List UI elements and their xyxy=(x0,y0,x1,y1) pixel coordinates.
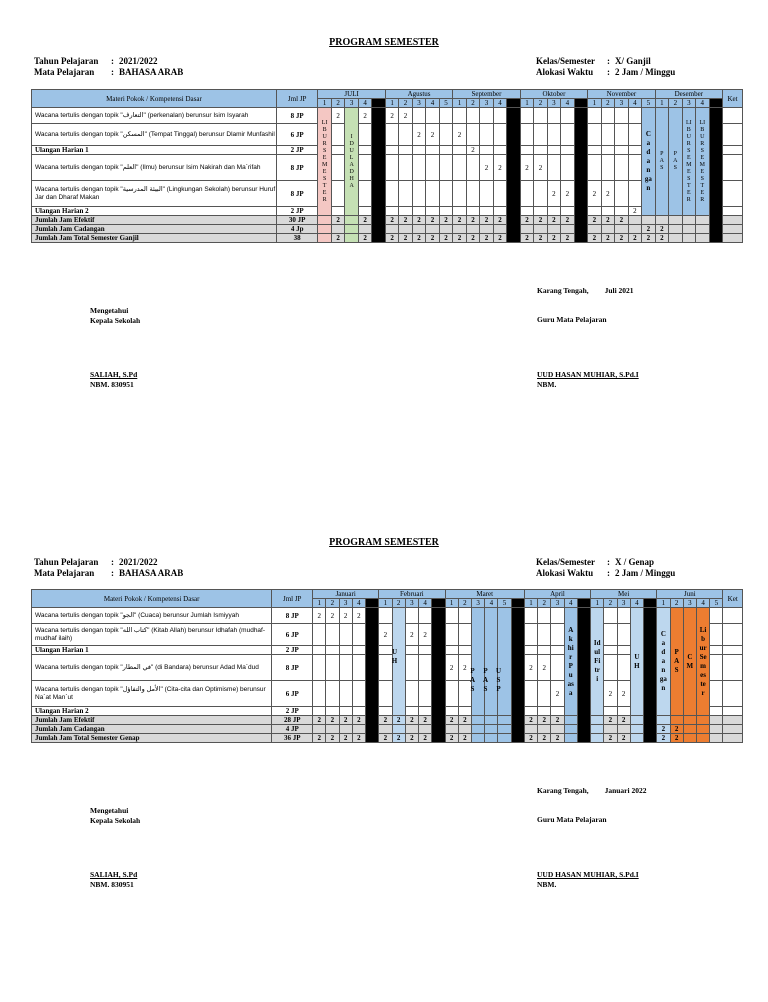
month-header: Maret xyxy=(445,590,524,599)
month-header: Januari xyxy=(313,590,379,599)
month-header: Oktober xyxy=(520,90,587,99)
schedule-table-ganjil: Materi Pokok / Kompetensi Dasar Jml JP JULI Agustus September Oktober November Desember Ket 1 2 3 4 1 2 3 4 5 1 2 3 4 1 2 3 4 1 2 3 4 5 1 2 3 4 Wacana tertulis dengan topik "التعارف" (perkenalan) berunsur Isim Isyarah 8 JP LIBUR SEMESTER 2 IDUL ADHA 2 2 2 Cadangan PAS PAS LIBUR SEMESTER LIBUR SEMESTER Wacana tertulis dengan topik "المسكن" (Tempat Tinggal) berunsur Dlamir Munfashil 6 JP 2 2 2 Ulangan Harian 1 2 JP 2 Wacana tertulis dengan topik "العلم" (Ilmu) berunsur Isim Nakirah dan Ma`rifah 8 JP 2 2 2 2 Wacana tertulis dengan topik "البيئة المدرسية" (Lingkungan Sekolah) berunsur Huruf Jar dan Dharaf Makan 8 JP 2 2 2 2 Ulangan Harian 2 2 JP 2 Jumlah Jam Efektif 30 JP 2 2 2 2 2 2 2 2 2 2 2 2 2 2 2 2 2 2 Jumlah Jam Cadangan 4 Jp 2 2 Jumlah Jam Total Semester Ganjil 38 2 2 2 2 2 2 2 2 2 2 2 2 2 2 2 2 2 2 2 2 2 xyxy=(31,89,743,243)
pas-label: PAS xyxy=(482,667,489,693)
month-header: Agustus xyxy=(385,90,452,99)
month-header: JULI xyxy=(318,90,385,99)
libur-semester-label: Libur Semester xyxy=(699,625,707,697)
idul-adha-label: IDUL ADHA xyxy=(349,133,354,189)
table-row: Jumlah Jam Efektif 28 JP 2 2 2 2 2 2 2 2 2 2 2 2 2 2 2 xyxy=(32,716,743,725)
table-row: Jumlah Jam Efektif 30 JP 2 2 2 2 2 2 2 2 2 2 2 2 2 2 2 2 2 2 xyxy=(32,216,743,225)
pas-label: PAS xyxy=(469,667,476,693)
signature-left: Mengetahui Kepala Sekolah xyxy=(90,806,141,825)
signature-left: Mengetahui Kepala Sekolah xyxy=(90,306,141,325)
table-row: Wacana tertulis dengan topik "التعارف" (perkenalan) berunsur Isim Isyarah 8 JP LIBUR SEMESTER 2 IDUL ADHA 2 2 2 Cadangan PAS PAS LIBUR SEMESTER LIBUR SEMESTER xyxy=(32,108,743,124)
signature-right-role: Guru Mata Pelajaran xyxy=(537,315,607,324)
pas-label: PAS xyxy=(673,151,678,171)
table-row: Wacana tertulis dengan topik "المسكن" (Tempat Tinggal) berunsur Dlamir Munfashil 6 JP 2 2 2 xyxy=(32,124,743,146)
signature-left-name: SALIAH, S.Pd NBM. 830951 xyxy=(90,370,138,389)
signature-date: Karang Tengah, Juli 2021 xyxy=(537,286,634,295)
header-info-left: Tahun Pelajaran : 2021/2022 Mata Pelajaran : BAHASA ARAB xyxy=(34,56,184,77)
table-row: Jumlah Jam Cadangan 4 JP 2 2 xyxy=(32,725,743,734)
table-row: Ulangan Harian 2 2 JP 2 xyxy=(32,207,743,216)
idul-fitri-label: Idul Fitri xyxy=(593,639,601,683)
akhir-puasa-label: Akhir Puasa xyxy=(567,625,574,697)
col-header-jml: Jml JP xyxy=(276,90,318,108)
table-row: Jumlah Jam Cadangan 4 Jp 2 2 xyxy=(32,225,743,234)
libur-semester-label: LIBUR SEMESTER xyxy=(685,119,692,203)
signature-left-name: SALIAH, S.Pd NBM. 830951 xyxy=(90,870,138,889)
table-row: Wacana tertulis dengan topik "البيئة المدرسية" (Lingkungan Sekolah) berunsur Huruf Jar dan Dharaf Makan 8 JP 2 2 2 2 xyxy=(32,181,743,207)
table-row: Jumlah Jam Total Semester Genap 36 JP 2 2 2 2 2 2 2 2 2 2 2 2 2 2 2 2 2 xyxy=(32,734,743,743)
header-info-right: Kelas/Semester : X / Genap Alokasi Waktu : 2 Jam / Minggu xyxy=(536,557,676,578)
col-header-ket: Ket xyxy=(723,90,743,108)
month-header: November xyxy=(588,90,655,99)
month-header: Desember xyxy=(655,90,722,99)
usp-label: USP xyxy=(495,667,502,693)
pas-label: PAS xyxy=(674,648,680,674)
cadangan-label: Cadangan xyxy=(659,630,667,692)
month-header: Juni xyxy=(657,590,723,599)
table-row: Wacana tertulis dengan topik "الأمل والتفاؤل" (Cita-cita dan Optimisme) berunsur Na`at Man`ut 6 JP 2 2 2 xyxy=(32,681,743,707)
col-header-ket: Ket xyxy=(723,590,743,608)
month-header: Mei xyxy=(591,590,657,599)
table-row: Wacana tertulis dengan topik "العلم" (Ilmu) berunsur Isim Nakirah dan Ma`rifah 8 JP 2 2 2 2 xyxy=(32,155,743,181)
uh-label: UH xyxy=(391,648,398,665)
signature-right-role: Guru Mata Pelajaran xyxy=(537,815,607,824)
table-row: Wacana tertulis dengan topik "كتاب الله" (Kitab Allah) berunsur Idhafah (mudhaf-mudhaf ilaih) 6 JP 2 2 2 xyxy=(32,624,743,646)
pas-label: PAS xyxy=(659,151,665,171)
libur-semester-label: LIBUR SEMESTER xyxy=(699,119,706,203)
page-title: PROGRAM SEMESTER xyxy=(329,37,439,48)
col-header-materi: Materi Pokok / Kompetensi Dasar xyxy=(32,90,277,108)
cm-label: CM xyxy=(686,652,694,670)
month-header: September xyxy=(453,90,520,99)
header-info-right: Kelas/Semester : X/ Ganjil Alokasi Waktu : 2 Jam / Minggu xyxy=(536,56,676,77)
col-header-jml: Jml JP xyxy=(272,590,313,608)
table-row: Wacana tertulis dengan topik "الجو" (Cuaca) berunsur Jumlah Ismiyyah 8 JP 2 2 2 2 Akhir Puasa Idul Fitri UH Cadangan PAS CM Libur Semester xyxy=(32,608,743,624)
cadangan-label: Cadangan xyxy=(644,130,652,192)
libur-semester-label: LIBUR SEMESTER xyxy=(321,119,328,203)
signature-right-name: UUD HASAN MUHIAR, S.Pd.I NBM. xyxy=(537,870,639,889)
page-title: PROGRAM SEMESTER xyxy=(329,537,439,548)
uh-label: UH xyxy=(634,652,640,670)
table-row: Ulangan Harian 1 2 JP xyxy=(32,646,743,655)
month-header: Februari xyxy=(379,590,445,599)
schedule-table-genap: Materi Pokok / Kompetensi Dasar Jml JP Januari Februari Maret April Mei Juni Ket 1 2 3 4 1 2 3 4 1 2 3 4 5 1 2 3 4 1 2 3 4 1 2 3 4 5 Wacana tertulis dengan topik "الجو" (Cuaca) berunsur Jumlah Ismiyyah 8 JP 2 2 2 2 Akhir Puasa Idul Fitri UH Cadangan PAS CM Libur Semester Wacana tertulis dengan topik "كتاب الله" (Kitab Allah) berunsur Idhafah (mudhaf-mudhaf ilaih) 6 JP 2 2 2 Ulangan Harian 1 2 JP Wacana tertulis dengan topik "في المطار" (di Bandara) berunsur Adad Ma`dud 8 JP 2 2 2 2 Wacana tertulis dengan topik "الأمل والتفاؤل" (Cita-cita dan Optimisme) berunsur Na`at Man`ut 6 JP 2 2 2 Ulangan Harian 2 2 JP Jumlah Jam Efektif 28 JP 2 2 2 2 2 2 2 2 2 2 2 2 2 2 2 Jumlah Jam Cadangan 4 JP 2 2 Jumlah Jam Total Semester Genap 36 JP 2 2 2 2 2 2 2 2 2 2 2 2 2 2 2 2 2 xyxy=(31,589,743,743)
signature-right-name: UUD HASAN MUHIAR, S.Pd.I NBM. xyxy=(537,370,639,389)
col-header-materi: Materi Pokok / Kompetensi Dasar xyxy=(32,590,272,608)
table-row: Jumlah Jam Total Semester Ganjil 38 2 2 2 2 2 2 2 2 2 2 2 2 2 2 2 2 2 2 2 2 2 xyxy=(32,234,743,243)
signature-date: Karang Tengah, Januari 2022 xyxy=(537,786,647,795)
month-header: April xyxy=(524,590,590,599)
header-info-left: Tahun Pelajaran : 2021/2022 Mata Pelajaran : BAHASA ARAB xyxy=(34,557,184,578)
table-row: Wacana tertulis dengan topik "في المطار" (di Bandara) berunsur Adad Ma`dud 8 JP 2 2 2 2 xyxy=(32,655,743,681)
table-row: Ulangan Harian 1 2 JP 2 xyxy=(32,146,743,155)
table-row: Ulangan Harian 2 2 JP xyxy=(32,707,743,716)
